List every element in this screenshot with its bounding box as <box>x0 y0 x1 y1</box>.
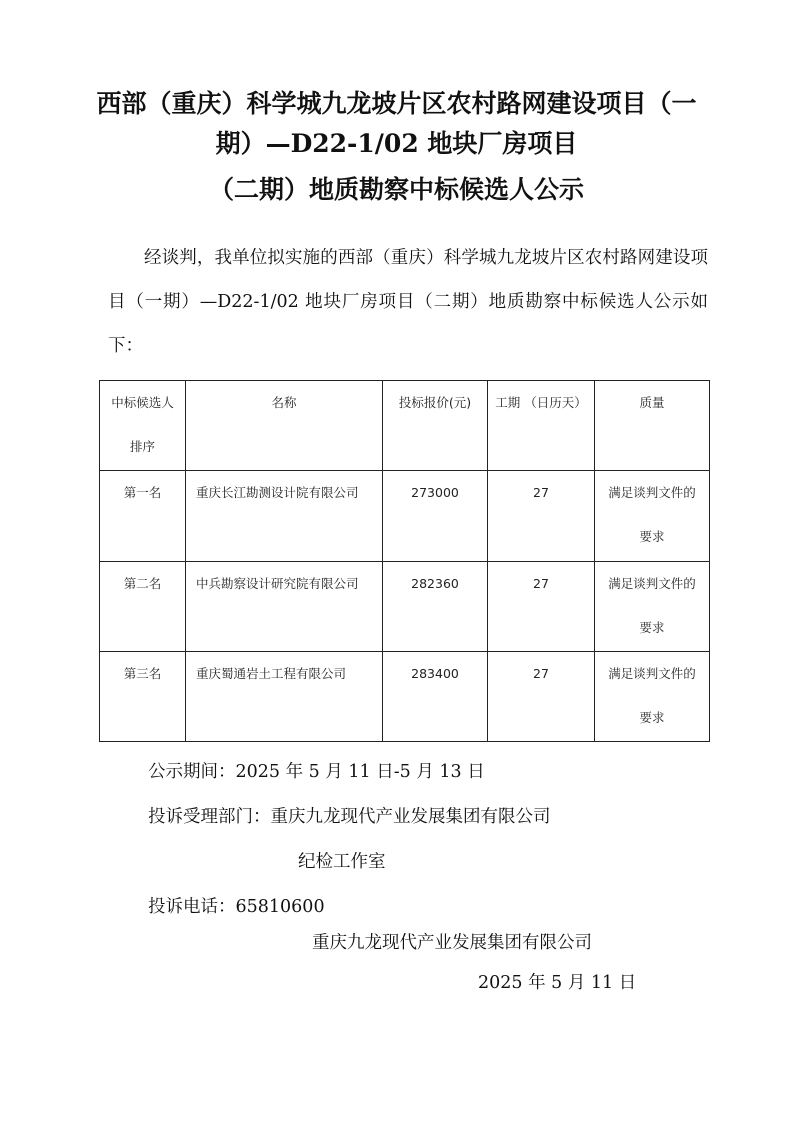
candidate-table <box>99 380 710 742</box>
price-cell: 282360 <box>383 561 488 651</box>
rank-cell: 第一名 <box>100 471 186 561</box>
company-name-cell: 中兵勘察设计研究院有限公司 <box>186 561 383 651</box>
header-days: 工期 （日历天） <box>488 381 595 471</box>
title-line-2: 期）—D22-1/02 地块厂房项目 <box>215 129 578 158</box>
days-cell: 27 <box>488 471 595 561</box>
header-quality: 质量 <box>595 381 710 471</box>
table-row <box>100 651 710 741</box>
quality-cell: 满足谈判文件的要求 <box>595 651 710 741</box>
rank-cell: 第三名 <box>100 651 186 741</box>
rank-cell: 第二名 <box>100 561 186 651</box>
header-price: 投标报价(元) <box>383 381 488 471</box>
signature-organization: 重庆九龙现代产业发展集团有限公司 <box>312 933 592 953</box>
header-rank: 中标候选人排序 <box>100 381 186 471</box>
table-header-row <box>100 381 710 471</box>
quality-cell: 满足谈判文件的要求 <box>595 471 710 561</box>
signature-date: 2025 年 5 月 11 日 <box>478 973 637 993</box>
intro-paragraph: 经谈判，我单位拟实施的西部（重庆）科学城九龙坡片区农村路网建设项目（一期）—D22-1/02 地块厂房项目（二期）地质勘察中标候选人公示如下： <box>108 248 708 356</box>
complaint-phone: 投诉电话：65810600 <box>148 897 325 917</box>
price-cell: 273000 <box>383 471 488 561</box>
notice-period: 公示期间：2025 年 5 月 11 日-5 月 13 日 <box>148 762 485 782</box>
days-cell: 27 <box>488 561 595 651</box>
company-name-cell: 重庆蜀通岩土工程有限公司 <box>186 651 383 741</box>
complaint-department: 投诉受理部门：重庆九龙现代产业发展集团有限公司 <box>148 807 551 827</box>
table-row <box>100 561 710 651</box>
price-cell: 283400 <box>383 651 488 741</box>
complaint-department-office: 纪检工作室 <box>298 852 386 872</box>
quality-cell: 满足谈判文件的要求 <box>595 561 710 651</box>
days-cell: 27 <box>488 651 595 741</box>
title-line-3: （二期）地质勘察中标候选人公示 <box>208 175 584 204</box>
company-name-cell: 重庆长江勘测设计院有限公司 <box>186 471 383 561</box>
header-name: 名称 <box>186 381 383 471</box>
title-line-1: 西部（重庆）科学城九龙坡片区农村路网建设项目（一 <box>96 89 697 118</box>
table-row <box>100 471 710 561</box>
